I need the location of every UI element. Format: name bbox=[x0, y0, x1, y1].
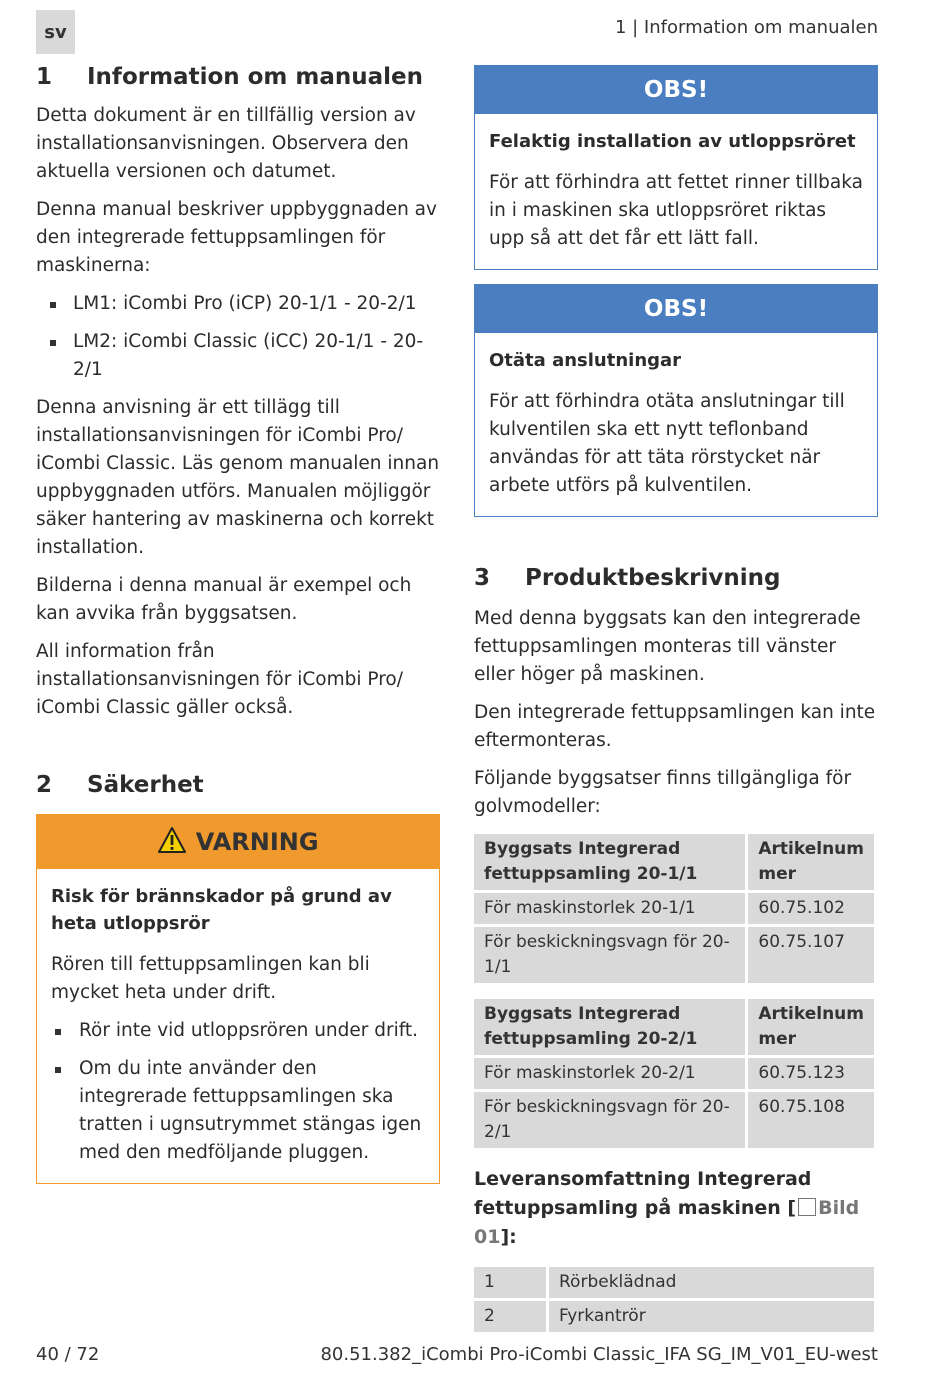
notice-box bbox=[474, 284, 878, 517]
table-cell: Fyrkantrör bbox=[549, 1301, 874, 1332]
table-header-row bbox=[474, 999, 874, 1055]
table-cell: 60.75.123 bbox=[748, 1058, 874, 1089]
paragraph: Den integrerade fettuppsamlingen kan inte eftermonteras. bbox=[474, 702, 876, 751]
warning-box bbox=[36, 814, 440, 1184]
kit-table-20-2-1 bbox=[471, 996, 877, 1151]
list-item: LM1: iCombi Pro (iCP) 20-1/1 - 20-2/1 bbox=[36, 290, 440, 318]
right-column bbox=[474, 65, 878, 1341]
table-header-cell: Artikelnum mer bbox=[748, 834, 874, 890]
paragraph: All information från installationsanvisningen för iCombi Pro/ iCombi Classic gäller också. bbox=[36, 641, 403, 718]
scope-heading bbox=[474, 1165, 878, 1252]
warning-header bbox=[37, 815, 439, 869]
table-cell: 60.75.107 bbox=[748, 927, 874, 983]
table-cell: 60.75.102 bbox=[748, 893, 874, 924]
table-row bbox=[474, 1267, 874, 1298]
table-row bbox=[474, 893, 874, 924]
notice-box bbox=[474, 65, 878, 270]
warning-triangle-icon bbox=[157, 826, 187, 854]
notice-text: För att förhindra otäta anslutningar till kulventilen ska ett nytt teflonband användas för att täta rörstycket när arbete utförs på kulventilen. bbox=[489, 391, 845, 496]
list-item: LM2: iCombi Classic (iCC) 20-1/1 - 20-2/1 bbox=[36, 328, 440, 384]
machine-list bbox=[36, 290, 440, 384]
notice-body bbox=[475, 333, 877, 516]
figure-reference-icon bbox=[798, 1198, 816, 1216]
table-row bbox=[474, 1058, 874, 1089]
table-cell: 60.75.108 bbox=[748, 1092, 874, 1148]
paragraph: Denna anvisning är ett tillägg till installationsanvisningen för iCombi Pro/ iCombi Classic. Läs genom manualen innan uppbyggnaden utförs. Manualen möjliggör säker hantering av maskinerna och korrekt installation. bbox=[36, 397, 440, 558]
section-2-heading bbox=[36, 772, 440, 798]
scope-text: Leveransomfattning Integrerad fettuppsamling på maskinen [ bbox=[474, 1168, 812, 1219]
kit-table-20-1-1 bbox=[471, 831, 877, 986]
page-number: 40 / 72 bbox=[36, 1344, 100, 1365]
notice-heading: Otäta anslutningar bbox=[489, 350, 682, 371]
table-cell: Rörbeklädnad bbox=[549, 1267, 874, 1298]
paragraph: Denna manual beskriver uppbyggnaden av den integrerade fettuppsamlingen för maskinerna: bbox=[36, 199, 437, 276]
section-3-heading bbox=[474, 565, 878, 591]
list-item: Om du inte använder den integrerade fettuppsamlingen ska tratten i ugnsutrymmet stängas igen med den medföljande pluggen. bbox=[51, 1055, 425, 1167]
notice-body bbox=[475, 114, 877, 269]
table-cell: För maskinstorlek 20-2/1 bbox=[474, 1058, 745, 1089]
warning-text: Rören till fettuppsamlingen kan bli mycket heta under drift. bbox=[51, 954, 370, 1003]
table-cell: För maskinstorlek 20-1/1 bbox=[474, 893, 745, 924]
notice-header: OBS! bbox=[475, 66, 877, 114]
table-header-row bbox=[474, 834, 874, 890]
notice-text: För att förhindra att fettet rinner tillbaka in i maskinen ska utloppsröret riktas upp så att det får ett lätt fall. bbox=[489, 172, 863, 249]
section-number: 3 bbox=[474, 565, 491, 591]
notice-heading: Felaktig installation av utloppsröret bbox=[489, 131, 856, 152]
table-cell: 1 bbox=[474, 1267, 546, 1298]
running-title: 1 | Information om manualen bbox=[614, 17, 878, 38]
section-title: Produktbeskrivning bbox=[525, 565, 781, 591]
paragraph: Följande byggsatser finns tillgängliga för golvmodeller: bbox=[474, 768, 852, 817]
warning-label: VARNING bbox=[195, 828, 319, 856]
table-header-cell: Byggsats Integrerad fettuppsamling 20-1/1 bbox=[474, 834, 745, 890]
paragraph: Bilderna i denna manual är exempel och kan avvika från byggsatsen. bbox=[36, 575, 412, 624]
document-id: 80.51.382_iCombi Pro-iCombi Classic_IFA SG_IM_V01_EU-west bbox=[320, 1344, 878, 1365]
list-item: Rör inte vid utloppsrören under drift. bbox=[51, 1017, 425, 1045]
paragraph: Med denna byggsats kan den integrerade fettuppsamlingen monteras till vänster eller höger på maskinen. bbox=[474, 608, 861, 685]
table-header-cell: Artikelnum mer bbox=[748, 999, 874, 1055]
section-title: Information om manualen bbox=[87, 64, 424, 90]
notice-header: OBS! bbox=[475, 285, 877, 333]
table-row bbox=[474, 927, 874, 983]
table-cell: 2 bbox=[474, 1301, 546, 1332]
section-title: Säkerhet bbox=[87, 772, 204, 798]
table-cell: För beskickningsvagn för 20-2/1 bbox=[474, 1092, 745, 1148]
section-number: 2 bbox=[36, 772, 53, 798]
left-column bbox=[36, 64, 440, 1198]
warning-list bbox=[51, 1017, 425, 1167]
table-header-cell: Byggsats Integrerad fettuppsamling 20-2/1 bbox=[474, 999, 745, 1055]
section-1-heading bbox=[36, 64, 440, 90]
warning-body bbox=[37, 869, 439, 1183]
scope-table bbox=[471, 1264, 877, 1335]
scope-end: ]: bbox=[500, 1226, 517, 1248]
paragraph: Detta dokument är en tillfällig version av installationsanvisningen. Observera den aktuella versionen och datumet. bbox=[36, 105, 416, 182]
section-number: 1 bbox=[36, 64, 53, 90]
warning-heading: Risk för brännskador på grund av heta utloppsrör bbox=[51, 886, 392, 934]
figure-reference-link[interactable]: Bild 01 bbox=[474, 1197, 860, 1248]
table-row bbox=[474, 1301, 874, 1332]
language-badge: sv bbox=[36, 10, 75, 54]
table-row bbox=[474, 1092, 874, 1148]
table-cell: För beskickningsvagn för 20-1/1 bbox=[474, 927, 745, 983]
